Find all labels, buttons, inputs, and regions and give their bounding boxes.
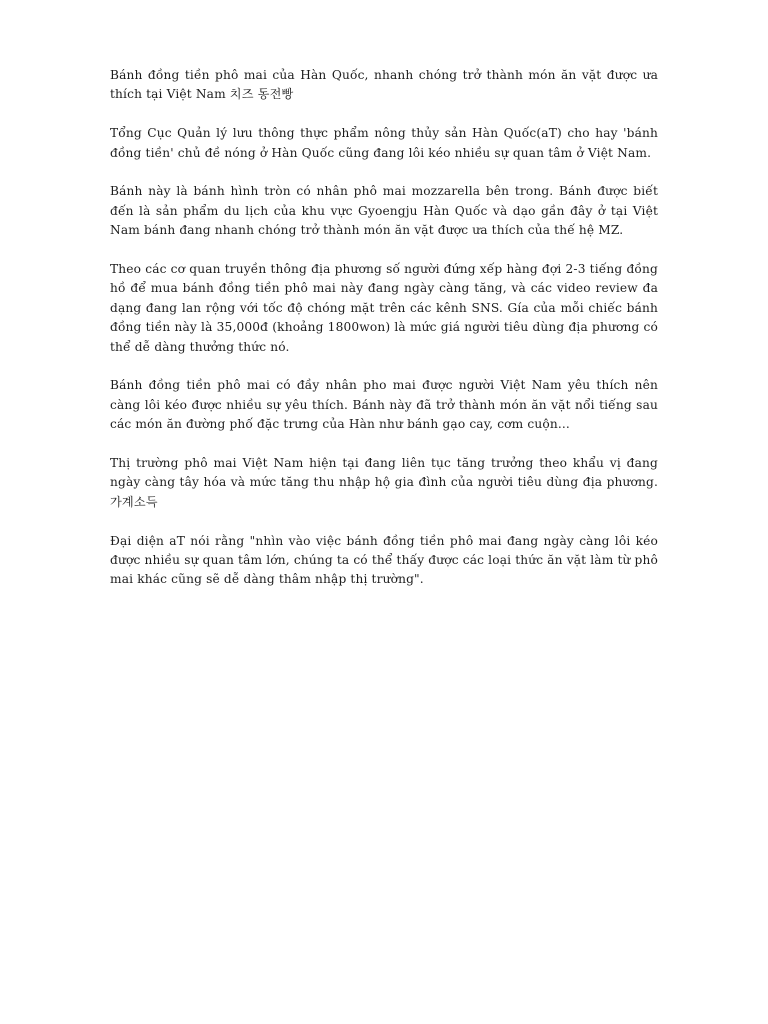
paragraph-title: Bánh đồng tiền phô mai của Hàn Quốc, nhanh chóng trở thành món ăn vặt được ưa thích tại Việt Nam 치즈 동전빵	[110, 68, 658, 102]
paragraph-market: Thị trường phô mai Việt Nam hiện tại đang liên tục tăng trưởng theo khẩu vị đang ngày càng tây hóa và mức tăng thu nhập hộ gia đình của người tiêu dùng địa phương. 가계소득	[110, 456, 658, 509]
paragraph-popularity: Bánh đồng tiền phô mai có đầy nhân pho mai được người Việt Nam yêu thích nên càng lôi kéo được nhiều sự yêu thích. Bánh này đã trở thành món ăn vặt nổi tiếng sau các món ăn đường phố đặc trưng của Hàn như bánh gạo cay, cơm cuộn...	[110, 378, 658, 432]
document-page	[110, 66, 658, 609]
paragraph-intro: Tổng Cục Quản lý lưu thông thực phẩm nông thủy sản Hàn Quốc(aT) cho hay 'bánh đồng tiền' chủ đề nóng ở Hàn Quốc cũng đang lôi kéo nhiều sự quan tâm ở Việt Nam.	[110, 126, 658, 160]
paragraph-media-reports: Theo các cơ quan truyền thông địa phương số người đứng xếp hàng đợi 2-3 tiếng đồng hồ để mua bánh đồng tiền phô mai này đang ngày càng tăng, và các video review đa dạng đang lan rộng với tốc độ chóng mặt trên các kênh SNS. Gía của mỗi chiếc bánh đồng tiền này là 35,000đ (khoảng 1800won) là mức giá người tiêu dùng địa phương có thể dễ dàng thưởng thức nó.	[110, 262, 658, 354]
paragraph-description: Bánh này là bánh hình tròn có nhân phô mai mozzarella bên trong. Bánh được biết đến là sản phẩm du lịch của khu vực Gyoengju Hàn Quốc và dạo gần đây ở tại Việt Nam bánh đang nhanh chóng trở thành món ăn vặt được ưa thích của thế hệ MZ.	[110, 184, 658, 238]
paragraph-quote: Đại diện aT nói rằng "nhìn vào việc bánh đồng tiền phô mai đang ngày càng lôi kéo được nhiều sự quan tâm lớn, chúng ta có thể thấy được các loại thức ăn vặt làm từ phô mai khác cũng sẽ dễ dàng thâm nhập thị trường".	[110, 533, 658, 587]
